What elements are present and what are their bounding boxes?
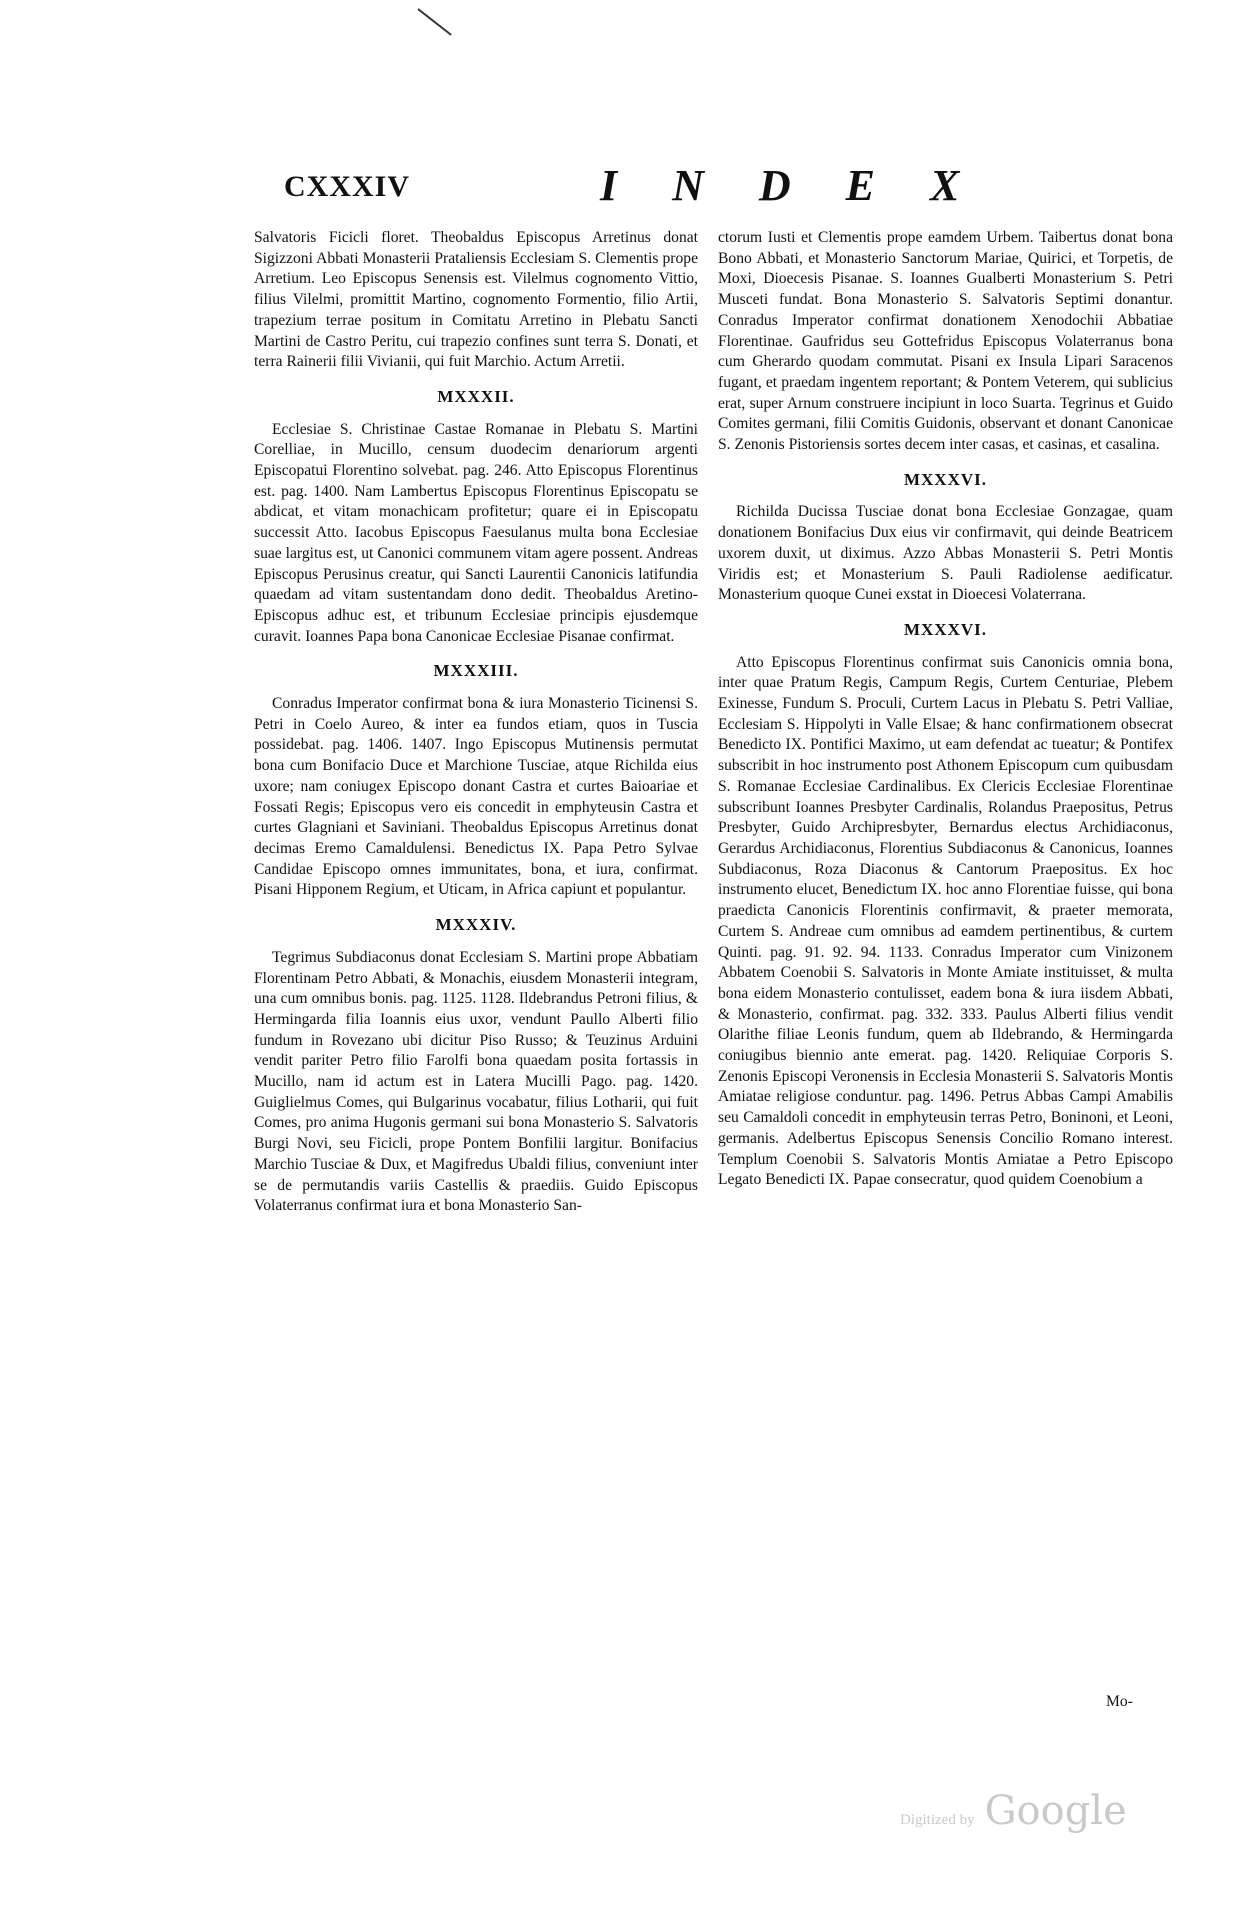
left-para-2: Ecclesiae S. Christinae Castae Romanae in Plebatu S. Martini Corelliae, in Mucillo, censum duodecim denariorum argenti Episcopatui Florentino solvebat. pag. 246. Atto Episcopus Florentinus est. pag. 1400. Nam Lambertus Episcopus Florentinus Episcopatu se abdicat, et vitam monachicam profitetur; quare ei in Episcopatu successit Atto. Iacobus Episcopus Faesulanus multa bona Ecclesiae suae largitus est, ut Canonici communem vitam agere possent. Andreas Episcopus Perusinus creatur, qui Sancti Laurentii Canonicis latifundia quaedam ad vitam sustentandam dono dedit. Theobaldus Aretino-Episcopus adhuc est, et tribunum Ecclesiae principis ejusdemque curavit. Ioannes Papa bona Canonicae Ecclesiae Pisanae confirmat.: [254, 420, 698, 645]
year-heading-1036a: MXXXVI.: [903, 469, 988, 489]
left-para-1: Salvatoris Ficicli floret. Theobaldus Episcopus Arretinus donat Sigizzoni Abbati Monasterii Prataliensis Ecclesiam S. Clementis prope Arretium. Leo Episcopus Senensis est. Vilelmus cognomento Vittio, filius Vilelmi, promittit Martino, cognomento Formentio, filio Artii, trapezium terrae positum in Comitatu Arretino in Plebatu Sancti Martini de Castro Peritu, cui trapezio confines sunt terra S. Donati, et terra Rainerii filii Vivianii, qui fuit Marchio. Actum Arretii.: [254, 229, 698, 371]
page-header: [270, 160, 1170, 220]
page-number: CXXXIV: [284, 170, 410, 203]
right-column: [718, 228, 1173, 1191]
right-para-2: Richilda Ducissa Tusciae donat bona Ecclesiae Gonzagae, quam donationem Bonifacius Dux eius vir confirmavit, qui deinde Beatricem uxorem duxit, ut diximus. Azzo Abbas Monasterii S. Petri Montis Viridis est; et Monasterium S. Pauli Radiolense aedificatur. Monasterium quoque Cunei exstat in Dioecesi Volaterrana.: [718, 503, 1173, 604]
watermark-logo-text: Google: [984, 1788, 1127, 1834]
ink-stroke-mark: [417, 8, 451, 35]
year-heading-1036b: MXXXVI.: [903, 619, 988, 639]
right-para-3: Atto Episcopus Florentinus confirmat suis Canonicis omnia bona, inter quae Pratum Regis, Campum Regis, Curtem Centuriae, Plebem Exinesse, Fundum S. Proculi, Curtem Lacus in Plebatu S. Petri Valliae, Ecclesiam S. Hippolyti in Valle Elsae; & hanc confirmationem obsecrat Benedicto IX. Pontifici Maximo, ut eam defendat ac tueatur; & Pontifex subscribit in hoc instrumento post Athonem Episcopum cum quibusdam S. Romanae Ecclesiae Cardinalibus. Ex Clericis Ecclesiae Florentinae subscribunt Ioannes Presbyter Cardinalis, Rolandus Praepositus, Petrus Presbyter, Guido Archipresbyter, Bernardus electus Archidiaconus, Gerardus Archidiaconus, Florentius Subdiaconus & Canonicus, Ioannes Subdiaconus, Roza Diaconus & Cantorum Praepositus. Ex hoc instrumento elucet, Benedictum IX. hoc anno Florentiae fuisse, qui bona praedicta Canonicis Florentinis confirmavit, & praeter memorata, Curtem S. Andreae cum omnibus ad eamdem pertinentibus, & curtem Quinti. pag. 91. 92. 94. 1133. Conradus Imperator cum Vinizonem Abbatem Coenobii S. Salvatoris in Monte Amiate instituisset, & multa bona eidem Monasterio contulisset, eadem bona & iura iisdem Abbati, & Monasterio, confirmat. pag. 332. 333. Paulus Alberti filius vendit Olarithe filiae Leonis fundum, quem ab Ildebrando, & Hermingarda coniugibus biennio ante emerat. pag. 1420. Reliquiae Corporis S. Zenonis Episcopi Veronensis in Ecclesia Monasterii S. Salvatoris Montis Amiatae religiose conduntur. pag. 1496. Petrus Abbas Campi Amabilis seu Camaldoli concedit in emphyteusin terras Petro, Boninoni, et Leoni, germanis. Adelbertus Episcopus Senensis Concilio Romano interest. Templum Coenobii S. Salvatoris Montis Amiatae a Petro Episcopo Legato Benedicti IX. Papae consecratur, quod quidem Coenobium a: [718, 653, 1173, 1189]
left-para-4: Tegrimus Subdiaconus donat Ecclesiam S. Martini prope Abbatiam Florentinam Petro Abbati, & Monachis, eiusdem Monasterii integram, una cum omnibus bonis. pag. 1125. 1128. Ildebrandus Petroni filius, & Hermingarda filia Ioannis eius uxor, vendunt Paullo Alberti filio fundum in Rovezano ubi dicitur Piso Russo; & Teuzinus Arduini vendit pariter Petro filio Farolfi bona quaedam posita fortassis in Mucillo, nam id actum est in Latera Mucilli Pago. pag. 1420. Guiglielmus Comes, qui Bulgarinus vocabatur, filius Lotharii, qui fuit Comes, pro anima Hugonis germani sui bona Monasterio S. Salvatoris Burgi Novi, seu Ficicli, prope Pontem Bonfilii largitur. Bonifacius Marchio Tusciae & Dux, et Magifredus Ubaldi filius, conveniunt inter se de permutandis variis Castellis & praediis. Guido Episcopus Volaterranus confirmat iura et bona Monasterio San-: [254, 948, 698, 1215]
left-column: [254, 228, 698, 1217]
right-para-1: ctorum Iusti et Clementis prope eamdem Urbem. Taibertus donat bona Bono Abbati, et Monasterio Sanctorum Mariae, Quirici, et Torpetis, de Moxi, Dioecesis Pisanae. S. Ioannes Gualberti Monasterium S. Petri Musceti fundat. Bona Monasterio S. Salvatoris Septimi donantur. Conradus Imperator confirmat donationem Xenodochii Abbatiae Florentinae. Gaufridus seu Gottefridus Episcopus Volaterranus bona cum Gherardo quodam commutat. Pisani ex Insula Lipari Saracenos fugant, et praedam ingentem reportant; & Pontem Veterem, qui sublicius erat, super Arnum construere incipiunt in loco Suarta. Tegrinus et Guido Comites germani, filii Comitis Guidonis, observant et donant Canonicae S. Zenonis Pistoriensis sortes decem inter casas, et casinas, et casalina.: [718, 229, 1173, 454]
year-heading-1033: MXXXIII.: [433, 661, 519, 681]
digitization-watermark: [900, 1788, 1127, 1834]
watermark-small-text: Digitized by: [900, 1812, 975, 1828]
running-title: I N D E X: [600, 161, 982, 210]
left-para-3: Conradus Imperator confirmat bona & iura Monasterio Ticinensi S. Petri in Coelo Aureo, & inter ea fundos etiam, quos in Tuscia possidebat. pag. 1406. 1407. Ingo Episcopus Mutinensis permutat bona cum Bonifacio Duce et Marchione Tusciae, atque Richilda eius uxore; nam coniugex Episcopo donant Castra et curtes Baioariae et Fossati Regis; Episcopus vero eis concedit in emphyteusin Castra et curtes Glagniani et Saviniani. Theobaldus Episcopus Arretinus donat decimas Eremo Camaldulensi. Benedictus IX. Papa Petro Sylvae Candidae Episcopo omnes immunitates, bona, et iura, confirmat. Pisani Hipponem Regium, et Uticam, in Africa capiunt et populantur.: [254, 695, 698, 899]
year-heading-1034: MXXXIV.: [435, 915, 517, 935]
catchword: Mo-: [1106, 1693, 1133, 1710]
year-heading-1032: MXXXII.: [437, 386, 515, 406]
